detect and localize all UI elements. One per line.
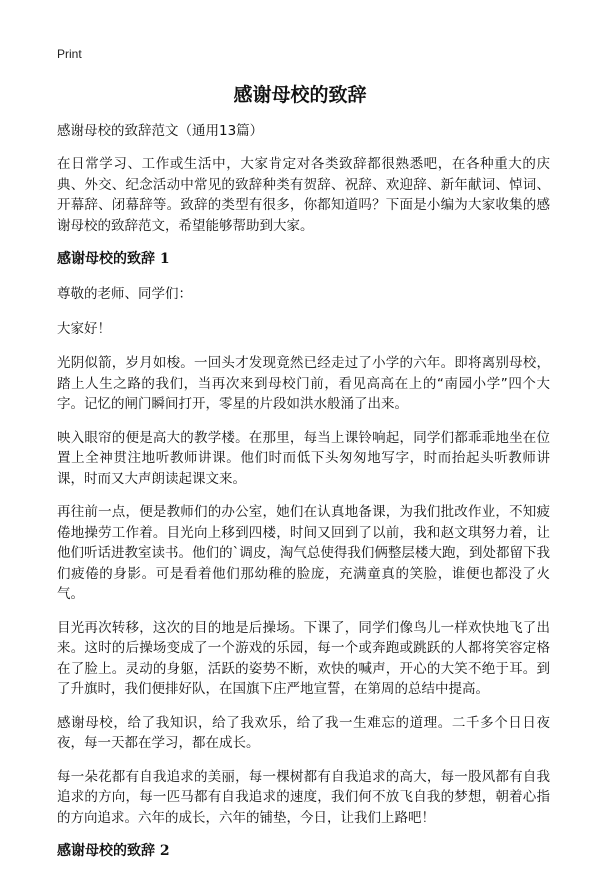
intro-paragraph: 在日常学习、工作或生活中，大家肯定对各类致辞都很熟悉吧，在各种重大的庆典、外交、纪念活动中常见的致辞种类有贺辞、祝辞、欢迎辞、新年献词、悼词、开幕辞、闭幕辞等。致辞的类型有很多，你都知道吗？下面是小编为大家收集的感谢母校的致辞范文，希望能够帮助到大家。 bbox=[57, 156, 550, 234]
body-paragraph: 映入眼帘的便是高大的教学楼。在那里，每当上课铃响起，同学们都乖乖地坐在位置上全神贯注地听教师讲课。他们时而低下头匆匆地写字，时而抬起头听教师讲课，时而又大声朗读起课文来。 bbox=[57, 429, 550, 487]
section-heading-2: 感谢母校的致辞 2 bbox=[57, 843, 170, 859]
document-body bbox=[57, 121, 550, 876]
body-paragraph: 目光再次转移，这次的目的地是后操场。下课了，同学们像鸟儿一样欢快地飞了出来。这时的后操场变成了一个游戏的乐园，每一个或奔跑或跳跃的人都将笑容定格在了脸上。灵动的身躯，活跃的姿势不断，欢快的喊声，开心的大笑不绝于耳。到了升旗时，我们便排好队，在国旗下庄严地宣誓，在第周的总结中提高。 bbox=[57, 619, 550, 697]
body-paragraph: 再往前一点，便是教师们的办公室，她们在认真地备课，为我们批改作业，不知疲倦地操劳工作着。目光向上移到四楼，时间又回到了以前，我和赵文琪努力着，让他们听话进教室读书。他们的`调皮，淘气总使得我们俩整层楼大跑，到处都留下我们疲倦的身影。可是看着他们那幼稚的脸庞，充满童真的笑脸，谁便也都没了火气。 bbox=[57, 504, 550, 602]
body-paragraph: 每一朵花都有自我追求的美丽，每一棵树都有自我追求的高大，每一股风都有自我追求的方向，每一匹马都有自我追求的速度，我们何不放飞自我的梦想，朝着心指的方向追求。六年的成长，六年的铺垫，今日，让我们上路吧！ bbox=[57, 768, 550, 826]
document-subtitle: 感谢母校的致辞范文（通用13篇） bbox=[57, 123, 264, 139]
print-label[interactable]: Print bbox=[57, 47, 82, 61]
body-paragraph: 感谢母校，给了我知识，给了我欢乐，给了我一生难忘的道理。二千多个日日夜夜，每一天都在学习，都在成长。 bbox=[57, 714, 550, 751]
greeting: 大家好！ bbox=[57, 320, 111, 337]
document-title: 感谢母校的致辞 bbox=[233, 84, 367, 106]
salutation: 尊敬的老师、同学们： bbox=[57, 286, 192, 302]
body-paragraph: 光阴似箭，岁月如梭。一回头才发现竟然已经走过了小学的六年。即将离别母校，踏上人生之路的我们，当再次来到母校门前，看见高高在上的“南园小学”四个大字。记忆的闸门瞬间打开，零星的片段如洪水般涌了出来。 bbox=[57, 355, 550, 412]
section-heading-1: 感谢母校的致辞 1 bbox=[57, 251, 170, 267]
